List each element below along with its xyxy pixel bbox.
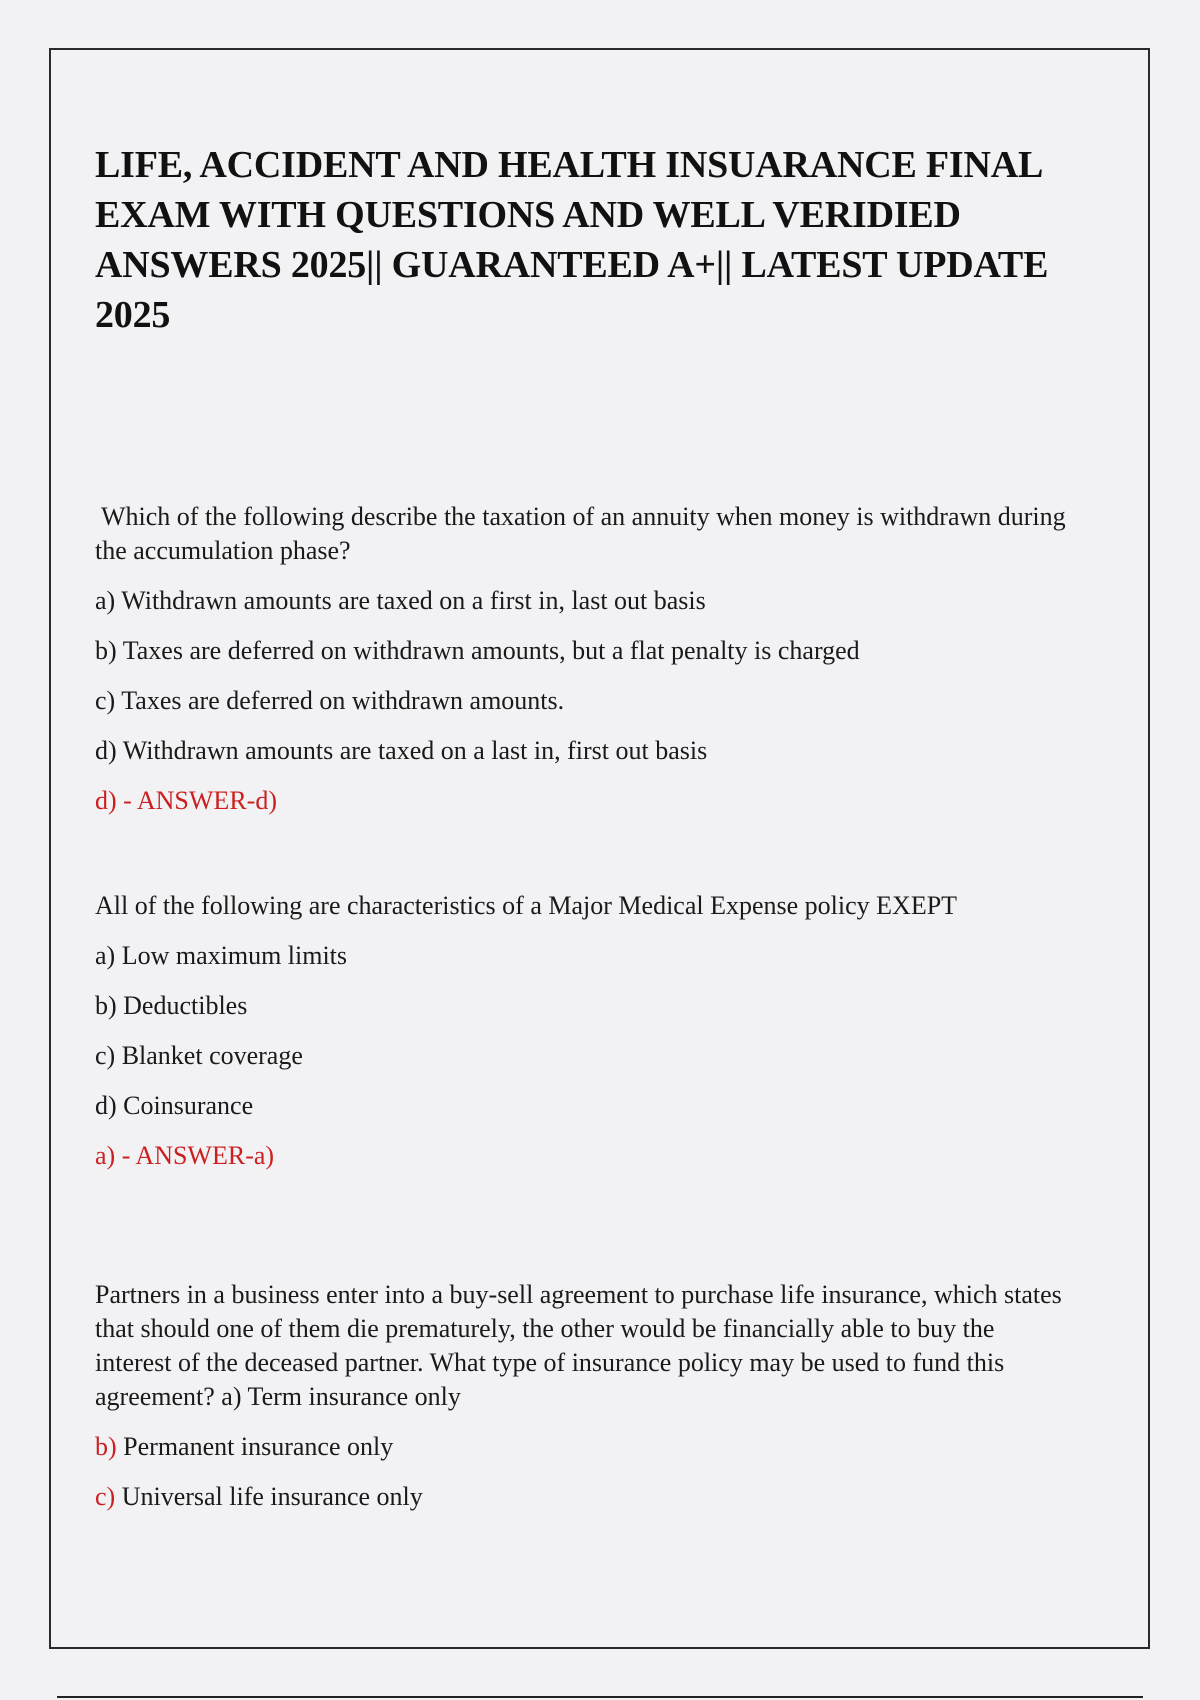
option-marker: b) bbox=[95, 1432, 117, 1461]
option-label: Permanent insurance only bbox=[116, 1432, 394, 1461]
option-a: a) Low maximum limits bbox=[95, 941, 348, 970]
option-d: d) Coinsurance bbox=[95, 1091, 254, 1120]
answer-text: a) - ANSWER-a) bbox=[95, 1141, 275, 1170]
option-b: b) Taxes are deferred on withdrawn amounts, but a flat penalty is charged bbox=[95, 636, 860, 665]
question-block-1 bbox=[95, 500, 1075, 818]
option-a: a) Withdrawn amounts are taxed on a first in, last out basis bbox=[95, 586, 706, 615]
option-d: d) Withdrawn amounts are taxed on a last in, first out basis bbox=[95, 736, 708, 765]
question-text: Which of the following describe the taxation of an annuity when money is withdrawn during the accumulation phase? bbox=[95, 502, 1066, 565]
option-label: Universal life insurance only bbox=[115, 1482, 423, 1511]
page-divider bbox=[57, 1696, 1143, 1698]
option-c: c) Taxes are deferred on withdrawn amounts. bbox=[95, 686, 565, 715]
document-title: LIFE, ACCIDENT AND HEALTH INSUARANCE FINAL EXAM WITH QUESTIONS AND WELL VERIDIED ANSWERS 2025|| GUARANTEED A+|| LATEST UPDATE 2025 bbox=[95, 144, 1049, 336]
option-c: c) Blanket coverage bbox=[95, 1041, 303, 1070]
option-b: b) Deductibles bbox=[95, 991, 248, 1020]
answer-text: d) - ANSWER-d) bbox=[95, 786, 277, 815]
document-header bbox=[95, 140, 1055, 340]
option-marker: c) bbox=[95, 1482, 116, 1511]
option-b bbox=[95, 1430, 1075, 1464]
question-block-3 bbox=[95, 1278, 1075, 1530]
question-block-2 bbox=[95, 889, 1075, 1173]
question-text: All of the following are characteristics of a Major Medical Expense policy EXEPT bbox=[95, 891, 958, 920]
option-c bbox=[95, 1480, 1075, 1514]
question-text: Partners in a business enter into a buy-sell agreement to purchase life insurance, which states that should one of them die prematurely, the other would be financially able to buy the interest of the deceased partner. What type of insurance policy may be used to fund this agreement? a) Term insurance only bbox=[95, 1280, 1062, 1411]
